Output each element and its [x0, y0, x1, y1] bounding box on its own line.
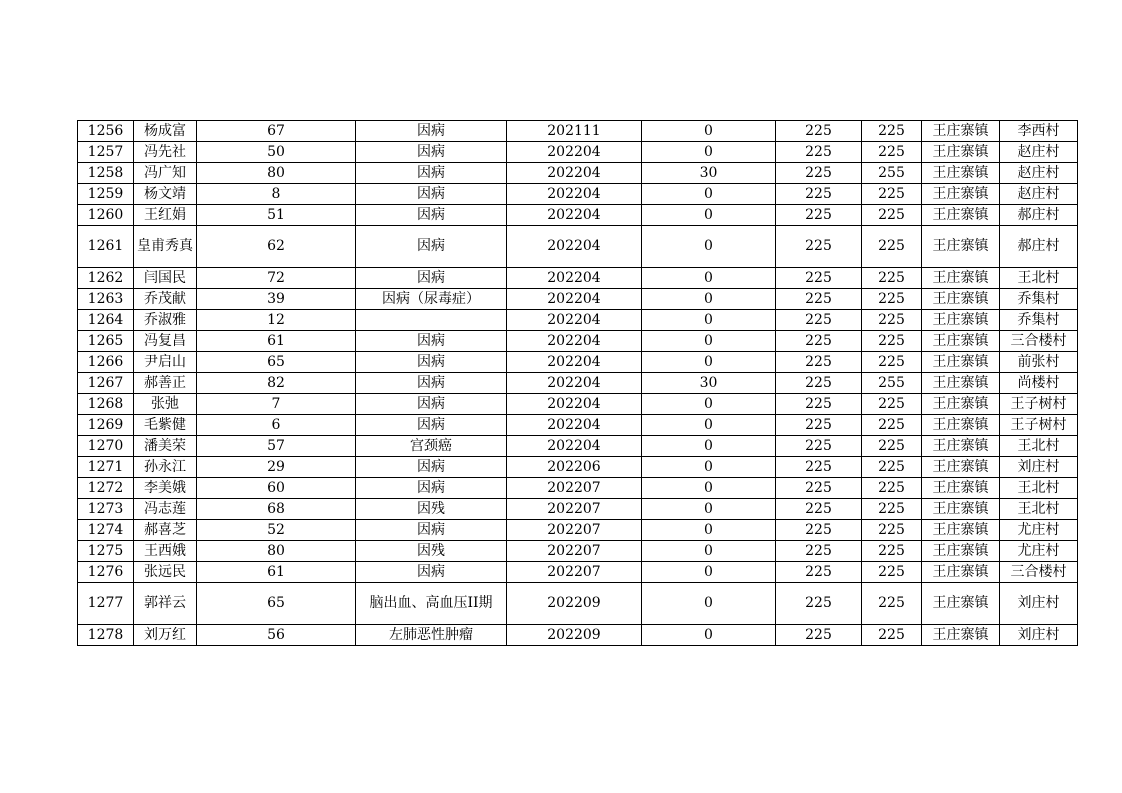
- cell-town: 王庄寨镇: [922, 625, 1000, 646]
- cell-subsidy: 0: [642, 310, 776, 331]
- cell-town: 王庄寨镇: [922, 310, 1000, 331]
- table-row: [78, 184, 1078, 205]
- cell-start-date: 202207: [507, 478, 642, 499]
- cell-subsidy: 0: [642, 415, 776, 436]
- cell-village: 赵庄村: [1000, 142, 1078, 163]
- cell-total-amount: 225: [862, 625, 922, 646]
- cell-subsidy: 0: [642, 625, 776, 646]
- cell-record-no: 1266: [78, 352, 134, 373]
- cell-reason: 宫颈癌: [356, 436, 507, 457]
- cell-age: 29: [197, 457, 356, 478]
- cell-reason: [356, 310, 507, 331]
- cell-name: 杨成富: [134, 121, 197, 142]
- cell-start-date: 202207: [507, 499, 642, 520]
- cell-village: 三合楼村: [1000, 331, 1078, 352]
- cell-record-no: 1270: [78, 436, 134, 457]
- cell-subsidy: 0: [642, 562, 776, 583]
- assistance-roster-table: [77, 120, 1078, 646]
- cell-record-no: 1257: [78, 142, 134, 163]
- cell-subsidy: 0: [642, 394, 776, 415]
- cell-start-date: 202204: [507, 163, 642, 184]
- cell-base-amount: 225: [776, 226, 862, 268]
- cell-start-date: 202209: [507, 625, 642, 646]
- cell-base-amount: 225: [776, 499, 862, 520]
- cell-total-amount: 225: [862, 268, 922, 289]
- table-row: [78, 310, 1078, 331]
- cell-total-amount: 225: [862, 478, 922, 499]
- cell-name: 皇甫秀真: [134, 226, 197, 268]
- cell-total-amount: 225: [862, 520, 922, 541]
- cell-age: 65: [197, 583, 356, 625]
- cell-base-amount: 225: [776, 289, 862, 310]
- cell-base-amount: 225: [776, 562, 862, 583]
- cell-record-no: 1262: [78, 268, 134, 289]
- cell-age: 12: [197, 310, 356, 331]
- cell-record-no: 1268: [78, 394, 134, 415]
- cell-base-amount: 225: [776, 583, 862, 625]
- cell-subsidy: 0: [642, 184, 776, 205]
- cell-village: 刘庄村: [1000, 457, 1078, 478]
- cell-start-date: 202204: [507, 436, 642, 457]
- cell-subsidy: 0: [642, 268, 776, 289]
- cell-subsidy: 0: [642, 226, 776, 268]
- cell-town: 王庄寨镇: [922, 583, 1000, 625]
- cell-record-no: 1263: [78, 289, 134, 310]
- cell-village: 尤庄村: [1000, 520, 1078, 541]
- table-row: [78, 520, 1078, 541]
- cell-name: 冯广知: [134, 163, 197, 184]
- cell-reason: 因病: [356, 352, 507, 373]
- cell-age: 56: [197, 625, 356, 646]
- cell-age: 62: [197, 226, 356, 268]
- cell-town: 王庄寨镇: [922, 541, 1000, 562]
- roster-body: [78, 121, 1078, 646]
- cell-name: 张远民: [134, 562, 197, 583]
- cell-subsidy: 30: [642, 373, 776, 394]
- cell-base-amount: 225: [776, 184, 862, 205]
- cell-reason: 因病: [356, 142, 507, 163]
- cell-start-date: 202204: [507, 226, 642, 268]
- cell-total-amount: 225: [862, 457, 922, 478]
- cell-village: 赵庄村: [1000, 163, 1078, 184]
- cell-town: 王庄寨镇: [922, 352, 1000, 373]
- cell-record-no: 1273: [78, 499, 134, 520]
- cell-subsidy: 0: [642, 436, 776, 457]
- table-row: [78, 394, 1078, 415]
- cell-reason: 因病: [356, 457, 507, 478]
- cell-base-amount: 225: [776, 457, 862, 478]
- cell-name: 潘美荣: [134, 436, 197, 457]
- cell-age: 7: [197, 394, 356, 415]
- cell-age: 80: [197, 163, 356, 184]
- cell-age: 82: [197, 373, 356, 394]
- cell-town: 王庄寨镇: [922, 415, 1000, 436]
- cell-record-no: 1261: [78, 226, 134, 268]
- table-row: [78, 268, 1078, 289]
- cell-village: 刘庄村: [1000, 583, 1078, 625]
- cell-record-no: 1260: [78, 205, 134, 226]
- cell-reason: 因病: [356, 205, 507, 226]
- table-row: [78, 289, 1078, 310]
- cell-age: 39: [197, 289, 356, 310]
- cell-total-amount: 225: [862, 289, 922, 310]
- cell-base-amount: 225: [776, 394, 862, 415]
- cell-start-date: 202209: [507, 583, 642, 625]
- cell-town: 王庄寨镇: [922, 268, 1000, 289]
- cell-total-amount: 225: [862, 121, 922, 142]
- table-row: [78, 205, 1078, 226]
- cell-start-date: 202204: [507, 373, 642, 394]
- cell-total-amount: 255: [862, 163, 922, 184]
- table-row: [78, 121, 1078, 142]
- cell-start-date: 202207: [507, 541, 642, 562]
- cell-age: 57: [197, 436, 356, 457]
- cell-name: 闫国民: [134, 268, 197, 289]
- cell-total-amount: 225: [862, 541, 922, 562]
- cell-reason: 因病: [356, 268, 507, 289]
- cell-town: 王庄寨镇: [922, 184, 1000, 205]
- cell-start-date: 202204: [507, 415, 642, 436]
- cell-name: 冯志莲: [134, 499, 197, 520]
- cell-subsidy: 0: [642, 583, 776, 625]
- cell-town: 王庄寨镇: [922, 121, 1000, 142]
- cell-start-date: 202204: [507, 268, 642, 289]
- cell-record-no: 1274: [78, 520, 134, 541]
- cell-age: 65: [197, 352, 356, 373]
- cell-start-date: 202204: [507, 184, 642, 205]
- table-row: [78, 436, 1078, 457]
- cell-subsidy: 0: [642, 457, 776, 478]
- cell-total-amount: 255: [862, 373, 922, 394]
- cell-name: 乔淑雅: [134, 310, 197, 331]
- cell-base-amount: 225: [776, 310, 862, 331]
- cell-name: 孙永江: [134, 457, 197, 478]
- cell-age: 8: [197, 184, 356, 205]
- cell-age: 61: [197, 562, 356, 583]
- cell-town: 王庄寨镇: [922, 205, 1000, 226]
- cell-age: 51: [197, 205, 356, 226]
- table-row: [78, 163, 1078, 184]
- cell-village: 三合楼村: [1000, 562, 1078, 583]
- cell-base-amount: 225: [776, 163, 862, 184]
- cell-village: 李西村: [1000, 121, 1078, 142]
- cell-start-date: 202204: [507, 310, 642, 331]
- cell-record-no: 1277: [78, 583, 134, 625]
- cell-reason: 因病: [356, 562, 507, 583]
- cell-town: 王庄寨镇: [922, 478, 1000, 499]
- cell-town: 王庄寨镇: [922, 457, 1000, 478]
- cell-start-date: 202204: [507, 394, 642, 415]
- cell-start-date: 202207: [507, 520, 642, 541]
- cell-age: 6: [197, 415, 356, 436]
- cell-record-no: 1269: [78, 415, 134, 436]
- cell-village: 乔集村: [1000, 289, 1078, 310]
- cell-town: 王庄寨镇: [922, 142, 1000, 163]
- cell-subsidy: 0: [642, 478, 776, 499]
- cell-start-date: 202206: [507, 457, 642, 478]
- cell-start-date: 202111: [507, 121, 642, 142]
- cell-reason: 因残: [356, 541, 507, 562]
- cell-record-no: 1271: [78, 457, 134, 478]
- cell-village: 王北村: [1000, 436, 1078, 457]
- cell-subsidy: 0: [642, 541, 776, 562]
- cell-village: 赵庄村: [1000, 184, 1078, 205]
- cell-name: 毛紫健: [134, 415, 197, 436]
- cell-base-amount: 225: [776, 331, 862, 352]
- cell-name: 刘万红: [134, 625, 197, 646]
- cell-town: 王庄寨镇: [922, 436, 1000, 457]
- cell-age: 67: [197, 121, 356, 142]
- cell-record-no: 1256: [78, 121, 134, 142]
- cell-town: 王庄寨镇: [922, 331, 1000, 352]
- cell-start-date: 202204: [507, 352, 642, 373]
- cell-town: 王庄寨镇: [922, 289, 1000, 310]
- cell-base-amount: 225: [776, 436, 862, 457]
- cell-reason: 左肺恶性肿瘤: [356, 625, 507, 646]
- cell-subsidy: 0: [642, 352, 776, 373]
- table-row: [78, 352, 1078, 373]
- cell-record-no: 1259: [78, 184, 134, 205]
- table-row: [78, 373, 1078, 394]
- cell-reason: 因病: [356, 163, 507, 184]
- cell-base-amount: 225: [776, 352, 862, 373]
- cell-record-no: 1272: [78, 478, 134, 499]
- cell-village: 王北村: [1000, 478, 1078, 499]
- cell-town: 王庄寨镇: [922, 394, 1000, 415]
- cell-total-amount: 225: [862, 226, 922, 268]
- cell-village: 王北村: [1000, 499, 1078, 520]
- cell-reason: 因病: [356, 394, 507, 415]
- cell-start-date: 202204: [507, 205, 642, 226]
- table-row: [78, 457, 1078, 478]
- cell-record-no: 1258: [78, 163, 134, 184]
- cell-age: 60: [197, 478, 356, 499]
- cell-name: 冯复昌: [134, 331, 197, 352]
- table-row: [78, 478, 1078, 499]
- cell-village: 王子树村: [1000, 394, 1078, 415]
- cell-village: 王子树村: [1000, 415, 1078, 436]
- cell-record-no: 1264: [78, 310, 134, 331]
- cell-age: 72: [197, 268, 356, 289]
- cell-village: 前张村: [1000, 352, 1078, 373]
- cell-total-amount: 225: [862, 394, 922, 415]
- cell-total-amount: 225: [862, 499, 922, 520]
- cell-record-no: 1267: [78, 373, 134, 394]
- cell-town: 王庄寨镇: [922, 499, 1000, 520]
- cell-start-date: 202204: [507, 331, 642, 352]
- cell-base-amount: 225: [776, 268, 862, 289]
- cell-age: 52: [197, 520, 356, 541]
- cell-town: 王庄寨镇: [922, 373, 1000, 394]
- cell-reason: 因病: [356, 373, 507, 394]
- cell-reason: 因残: [356, 499, 507, 520]
- table-row: [78, 541, 1078, 562]
- cell-total-amount: 225: [862, 184, 922, 205]
- cell-start-date: 202207: [507, 562, 642, 583]
- cell-village: 尤庄村: [1000, 541, 1078, 562]
- table-row: [78, 415, 1078, 436]
- cell-subsidy: 0: [642, 205, 776, 226]
- cell-base-amount: 225: [776, 205, 862, 226]
- cell-town: 王庄寨镇: [922, 226, 1000, 268]
- table-row: [78, 562, 1078, 583]
- cell-subsidy: 0: [642, 331, 776, 352]
- cell-total-amount: 225: [862, 583, 922, 625]
- cell-town: 王庄寨镇: [922, 163, 1000, 184]
- cell-name: 乔茂献: [134, 289, 197, 310]
- cell-base-amount: 225: [776, 520, 862, 541]
- cell-reason: 因病: [356, 121, 507, 142]
- cell-base-amount: 225: [776, 121, 862, 142]
- table-row: [78, 499, 1078, 520]
- cell-total-amount: 225: [862, 436, 922, 457]
- cell-town: 王庄寨镇: [922, 562, 1000, 583]
- table-row: [78, 625, 1078, 646]
- cell-name: 冯先社: [134, 142, 197, 163]
- cell-start-date: 202204: [507, 289, 642, 310]
- cell-name: 张弛: [134, 394, 197, 415]
- cell-reason: 因病: [356, 226, 507, 268]
- cell-start-date: 202204: [507, 142, 642, 163]
- table-row: [78, 142, 1078, 163]
- cell-base-amount: 225: [776, 625, 862, 646]
- cell-subsidy: 0: [642, 289, 776, 310]
- cell-total-amount: 225: [862, 352, 922, 373]
- cell-total-amount: 225: [862, 310, 922, 331]
- cell-subsidy: 30: [642, 163, 776, 184]
- cell-subsidy: 0: [642, 121, 776, 142]
- cell-reason: 因病: [356, 478, 507, 499]
- cell-town: 王庄寨镇: [922, 520, 1000, 541]
- cell-village: 尚楼村: [1000, 373, 1078, 394]
- cell-subsidy: 0: [642, 520, 776, 541]
- cell-village: 王北村: [1000, 268, 1078, 289]
- cell-reason: 因病（尿毒症）: [356, 289, 507, 310]
- cell-record-no: 1275: [78, 541, 134, 562]
- cell-name: 杨文靖: [134, 184, 197, 205]
- cell-reason: 因病: [356, 184, 507, 205]
- table-row: [78, 226, 1078, 268]
- cell-village: 刘庄村: [1000, 625, 1078, 646]
- cell-record-no: 1265: [78, 331, 134, 352]
- cell-record-no: 1276: [78, 562, 134, 583]
- cell-village: 乔集村: [1000, 310, 1078, 331]
- cell-base-amount: 225: [776, 373, 862, 394]
- table-row: [78, 583, 1078, 625]
- table-row: [78, 331, 1078, 352]
- cell-base-amount: 225: [776, 415, 862, 436]
- cell-name: 郝善正: [134, 373, 197, 394]
- cell-total-amount: 225: [862, 562, 922, 583]
- cell-age: 61: [197, 331, 356, 352]
- cell-age: 68: [197, 499, 356, 520]
- cell-name: 王红娟: [134, 205, 197, 226]
- cell-base-amount: 225: [776, 142, 862, 163]
- cell-subsidy: 0: [642, 142, 776, 163]
- cell-village: 郝庄村: [1000, 205, 1078, 226]
- cell-reason: 因病: [356, 331, 507, 352]
- cell-total-amount: 225: [862, 331, 922, 352]
- cell-name: 李美娥: [134, 478, 197, 499]
- cell-record-no: 1278: [78, 625, 134, 646]
- cell-reason: 脑出血、高血压II期: [356, 583, 507, 625]
- cell-base-amount: 225: [776, 478, 862, 499]
- cell-name: 郝喜芝: [134, 520, 197, 541]
- cell-total-amount: 225: [862, 205, 922, 226]
- cell-age: 80: [197, 541, 356, 562]
- cell-village: 郝庄村: [1000, 226, 1078, 268]
- cell-age: 50: [197, 142, 356, 163]
- cell-reason: 因病: [356, 520, 507, 541]
- cell-base-amount: 225: [776, 541, 862, 562]
- cell-reason: 因病: [356, 415, 507, 436]
- cell-total-amount: 225: [862, 415, 922, 436]
- cell-total-amount: 225: [862, 142, 922, 163]
- cell-name: 尹启山: [134, 352, 197, 373]
- cell-name: 王西娥: [134, 541, 197, 562]
- cell-subsidy: 0: [642, 499, 776, 520]
- cell-name: 郭祥云: [134, 583, 197, 625]
